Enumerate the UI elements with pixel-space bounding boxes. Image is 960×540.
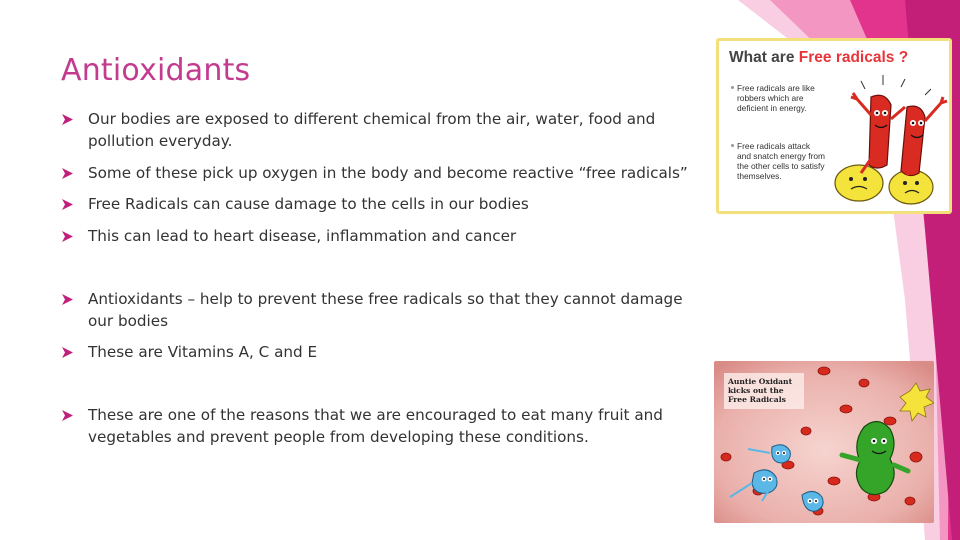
bullet-diamond-icon [62,347,73,358]
bullet-item [62,341,722,363]
bullet-item [62,404,722,448]
illustration-caption: Auntie Oxidant kicks out the Free Radicals [728,377,793,404]
bullet-text: Antioxidants – help to prevent these free radicals so that they cannot damage [88,290,683,308]
bullet-diamond-icon [62,294,73,305]
bullet-text: This can lead to heart disease, inflammation and cancer [88,227,517,245]
bullet-diamond-icon [62,168,73,179]
slide-title: Antioxidants [61,53,251,88]
free-radical-cartoon-icon [821,75,949,211]
bullet-item [62,225,722,247]
bullet-text: our bodies [88,312,169,330]
bullet-text: Some of these pick up oxygen in the body and become reactive “free radicals” [88,164,688,182]
bullet-diamond-icon [62,231,73,242]
bullet-text: These are one of the reasons that we are encouraged to eat many fruit and [88,406,663,424]
bullet-diamond-icon [62,410,73,421]
illustration-heading: What are Free radicals ? [729,49,909,66]
bullet-text: vegetables and prevent people from developing these conditions. [88,428,589,446]
bullet-item [62,193,722,215]
bullet-text: These are Vitamins A, C and E [88,343,318,361]
bullet-diamond-icon [62,114,73,125]
bullet-text: Our bodies are exposed to different chemical from the air, water, food and [88,110,656,128]
bullet-text: Free Radicals can cause damage to the cells in our bodies [88,195,529,213]
auntie-oxidant-illustration [714,361,934,523]
free-radicals-illustration [716,38,952,214]
bullet-item [62,162,722,184]
bullet-item [62,288,722,332]
illustration-note: Free radicals are like robbers which are deficient in energy. [737,83,825,113]
bullet-item [62,108,722,152]
illustration-note: Free radicals attack and snatch energy from the other cells to satisfy themselves. [737,141,825,181]
bullet-diamond-icon [62,199,73,210]
bullet-text: pollution everyday. [88,132,233,150]
